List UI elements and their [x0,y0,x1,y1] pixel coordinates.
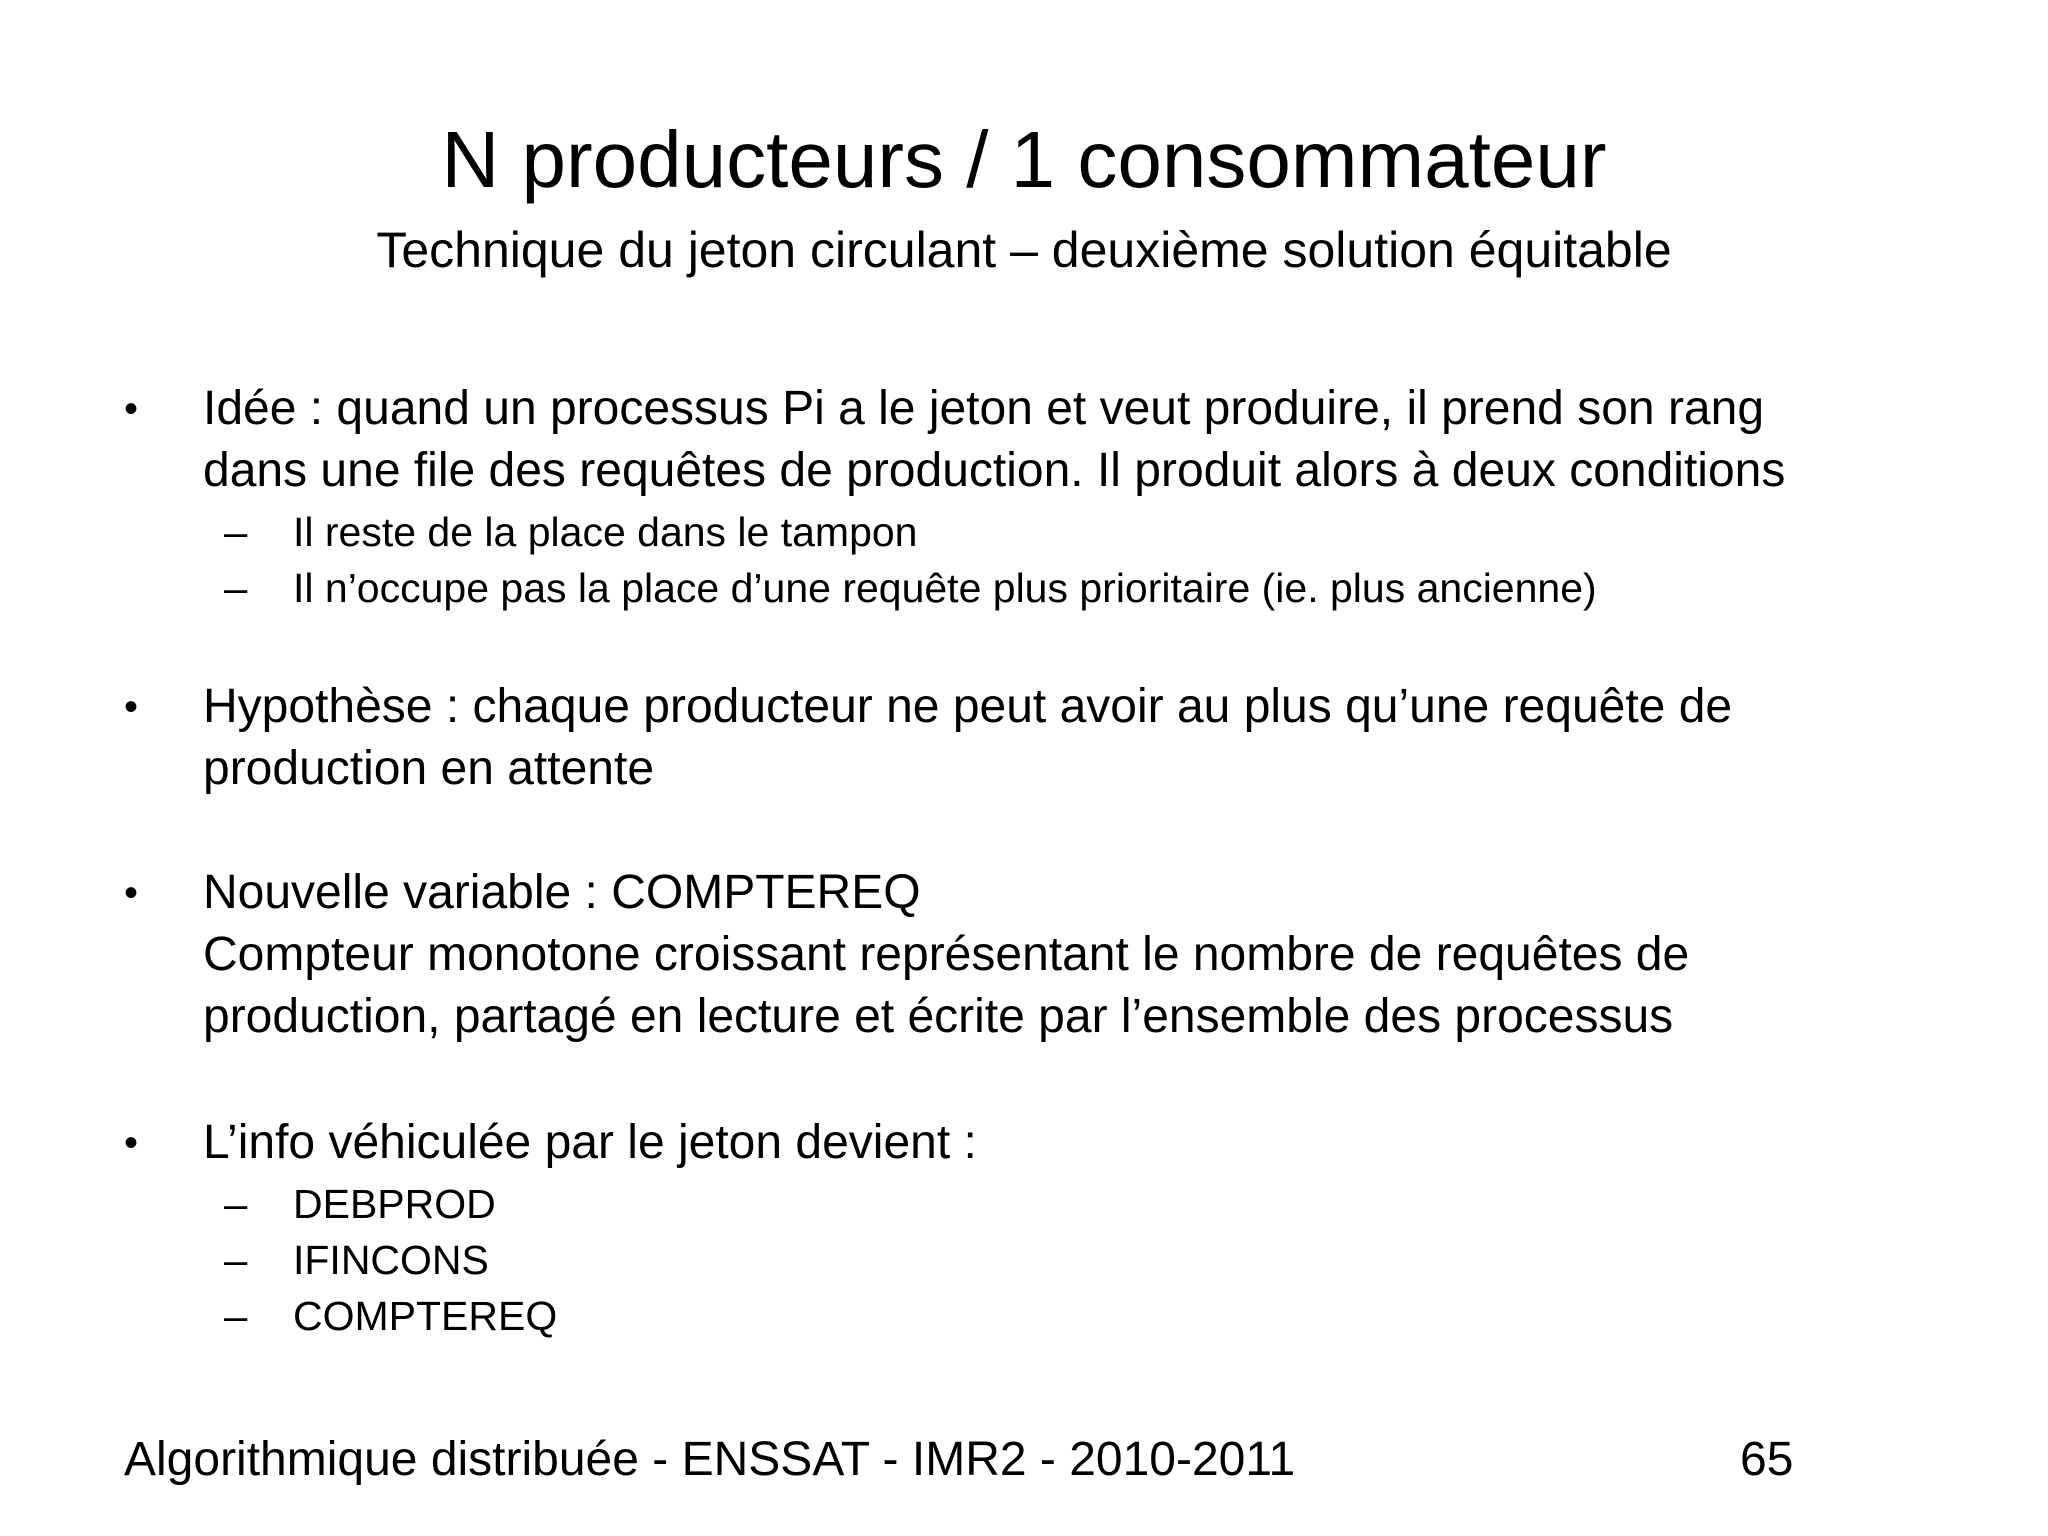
bullet-icon: • [124,387,139,431]
bullet-icon: • [124,1121,139,1165]
bullet-text-line: Idée : quand un processus Pi a le jeton et veut produire, il prend son rang [203,382,1765,435]
sub-item-text: DEBPROD [293,1181,496,1227]
footer-course: Algorithmique distribuée - ENSSAT - IMR2 - 2010-2011 [124,1433,1296,1486]
bullet-text-line: production en attente [203,742,655,795]
sub-item-text: COMPTEREQ [293,1293,558,1339]
bullet-text-line: L’info véhiculée par le jeton devient : [203,1116,977,1169]
dash-icon: – [224,1236,248,1283]
bullet-text-line: Compteur monotone croissant représentant le nombre de requêtes de [203,928,1690,981]
sub-item-text: IFINCONS [293,1237,489,1283]
bullet-text-line: production, partagé en lecture et écrite par l’ensemble des processus [203,990,1674,1043]
sub-item-text: Il reste de la place dans le tampon [293,509,918,555]
slide-subtitle: Technique du jeton circulant – deuxième solution équitable [376,222,1672,278]
bullet-icon: • [124,871,139,915]
bullet-text-line: Hypothèse : chaque producteur ne peut avoir au plus qu’une requête de [203,680,1733,733]
dash-icon: – [224,1292,248,1339]
sub-item-text: Il n’occupe pas la place d’une requête plus prioritaire (ie. plus ancienne) [293,565,1597,611]
footer-page-number: 65 [1740,1433,1794,1486]
slide-title: N producteurs / 1 consommateur [441,115,1607,204]
dash-icon: – [224,564,248,611]
dash-icon: – [224,1180,248,1227]
bullet-text-line: Nouvelle variable : COMPTEREQ [203,866,921,919]
bullet-icon: • [124,685,139,729]
dash-icon: – [224,508,248,555]
bullet-text-line: dans une file des requêtes de production. Il produit alors à deux conditions [203,444,1786,497]
